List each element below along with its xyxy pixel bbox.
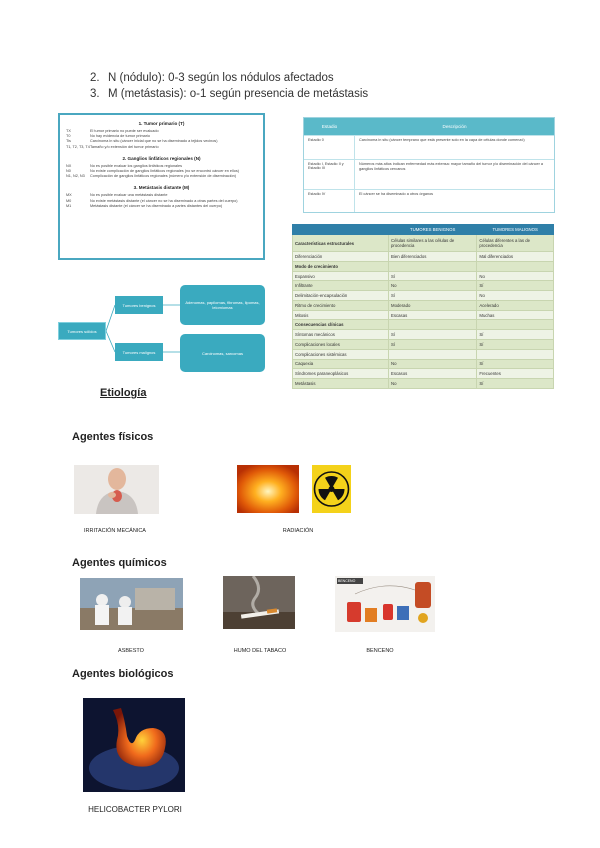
radiation-sun-image <box>237 465 299 513</box>
row-label-cell: Características estructurales <box>293 235 389 252</box>
table-row: Estadio 0 Carcinoma in situ (cáncer temprano que está presente solo en la capa de células donde comenzó) <box>304 135 554 159</box>
list-item-n: 2. N (nódulo): 0-3 según los nódulos afectados <box>90 72 334 84</box>
etiology-heading: Etiología <box>100 387 147 399</box>
caption-helicobacter: HELICOBACTER PYLORI <box>88 805 182 814</box>
value-cell: No <box>477 271 554 281</box>
value-cell: No <box>389 379 477 389</box>
diagram-node-malignant-types: Carcinomas, sarcomas <box>180 334 265 372</box>
row-label-cell: Expansivo <box>293 271 389 281</box>
row-label-cell: Mitosis <box>293 310 389 320</box>
row-label-cell: Ritmo de crecimiento <box>293 300 389 310</box>
value-cell: No <box>389 281 477 291</box>
value-cell: Muchas <box>477 310 554 320</box>
list-item-m: 3. M (metástasis): o-1 según presencia de metástasis <box>90 88 369 100</box>
value-cell: Sí <box>477 359 554 369</box>
value-cell: Escasas <box>389 310 477 320</box>
tnm-row: N0 No existe complicación de ganglios linfáticos regionales (no se encontró cáncer en ellos) <box>66 169 240 174</box>
caption-smoke: HUMO DEL TABACO <box>233 648 287 654</box>
asbestos-image <box>80 578 183 630</box>
diagram-node-solid-tumors: Tumores sólidos <box>58 322 106 340</box>
table-header-row: TUMORES BENIGNOS TUMORES MALIGNOS <box>293 225 554 235</box>
value-cell: Sí <box>389 271 477 281</box>
row-label-cell: Síntomas mecánicos <box>293 330 389 340</box>
tnm-heading-m: 3. Metástasis distante (M) <box>133 185 190 191</box>
value-cell: Células diferentes a las de procedencia <box>477 235 554 252</box>
value-cell: Acelerado <box>477 300 554 310</box>
radiation-hazard-icon <box>312 465 351 513</box>
value-cell: No <box>477 291 554 301</box>
tnm-row: MX No es posible evaluar una metástasis distante <box>66 193 168 198</box>
value-cell: Escasos <box>389 369 477 379</box>
caption-benzene: BENCENO <box>366 648 394 654</box>
value-cell: Sí <box>389 291 477 301</box>
helicobacter-stomach-image <box>83 698 185 792</box>
row-label-cell: Diferenciación <box>293 252 389 262</box>
value-cell: Sí <box>477 281 554 291</box>
row-label-cell: Consecuencias clínicas <box>293 320 389 330</box>
value-cell: Mal diferenciados <box>477 252 554 262</box>
table-row: Estadio I, Estadio II y Estadio III Números más altos indican enfermedad más extensa: mayor tamaño del tumor y/o diseminación del cáncer a ganglios linfáticos cercanos <box>304 159 554 189</box>
tnm-row: T1, T2, T3, T4 Tamaño y/o extensión del tumor primario <box>66 144 159 149</box>
tnm-row: M0 No existe metástasis distante (el cáncer no se ha diseminado a otras partes del cuerpo) <box>66 198 238 203</box>
value-cell: Sí <box>389 330 477 340</box>
classification-diagram-lines <box>0 0 600 400</box>
diagram-node-benign-types: Adenomas, papilomas, fibromas, lipomas, leiomiomas <box>180 285 265 325</box>
biological-agents-heading: Agentes biológicos <box>72 668 174 680</box>
value-cell: Sí <box>477 330 554 340</box>
row-label-cell: Modo de crecimiento <box>293 261 389 271</box>
tnm-heading-t: 1. Tumor primario (T) <box>138 121 185 126</box>
tnm-heading-n: 2. Ganglios linfáticos regionales (N) <box>122 155 201 161</box>
tobacco-smoke-image <box>223 576 295 629</box>
value-cell: Moderado <box>389 300 477 310</box>
caption-radiation: RADIACIÓN <box>282 528 314 534</box>
value-cell: No <box>389 359 477 369</box>
row-label-cell: Metástasis <box>293 379 389 389</box>
row-label-cell: Complicaciones locales <box>293 340 389 350</box>
value-cell: Bien diferenciados <box>389 252 477 262</box>
tnm-row: TX El tumor primario no puede ser evaluado <box>66 129 159 133</box>
row-label-cell: Infiltrante <box>293 281 389 291</box>
row-label-cell: Complicaciones sistémicas <box>293 349 389 359</box>
stage-table-header: Estadio Descripción <box>304 118 554 135</box>
table-row: Estadio IV El cáncer se ha diseminado a otros órganos <box>304 189 554 212</box>
tnm-row: N1, N2, N3 Complicación de ganglios linfáticos regionales (número y/o extensión de diseminación) <box>66 174 237 179</box>
row-label-cell: Delimitación-encapsulación <box>293 291 389 301</box>
value-cell: Sí <box>389 340 477 350</box>
value-cell: Células similares a las células de procedencia <box>389 235 477 252</box>
tnm-row: Tis Carcinoma in situ (cáncer inicial que no se ha diseminado a tejidos vecinos) <box>66 139 218 144</box>
physical-agents-heading: Agentes físicos <box>72 431 154 443</box>
value-cell: Sí <box>477 379 554 389</box>
benzene-image <box>335 576 435 632</box>
value-cell: Frecuentes <box>477 369 554 379</box>
benzene-image-label: BENCENO <box>338 578 356 583</box>
mechanical-irritation-image <box>74 465 159 514</box>
row-label-cell: Síndromes paraneoplásicos <box>293 369 389 379</box>
value-cell: Sí <box>477 340 554 350</box>
caption-irritation: IRRITACIÓN MECÁNICA <box>84 528 146 534</box>
tnm-row: T0 No hay evidencia de tumor primario <box>66 134 150 139</box>
diagram-node-benign: Tumores benignos <box>115 296 163 314</box>
row-label-cell: Caquexia <box>293 359 389 369</box>
chemical-agents-heading: Agentes químicos <box>72 557 167 569</box>
caption-asbestos: ASBESTO <box>118 648 144 654</box>
diagram-node-malignant: Tumores malignos <box>115 343 163 361</box>
tnm-row: NX No es posible evaluar los ganglios linfáticos regionales <box>66 163 183 168</box>
tnm-row: M1 Metástasis distante (el cáncer se ha diseminado a partes distantes del cuerpo) <box>66 203 223 208</box>
